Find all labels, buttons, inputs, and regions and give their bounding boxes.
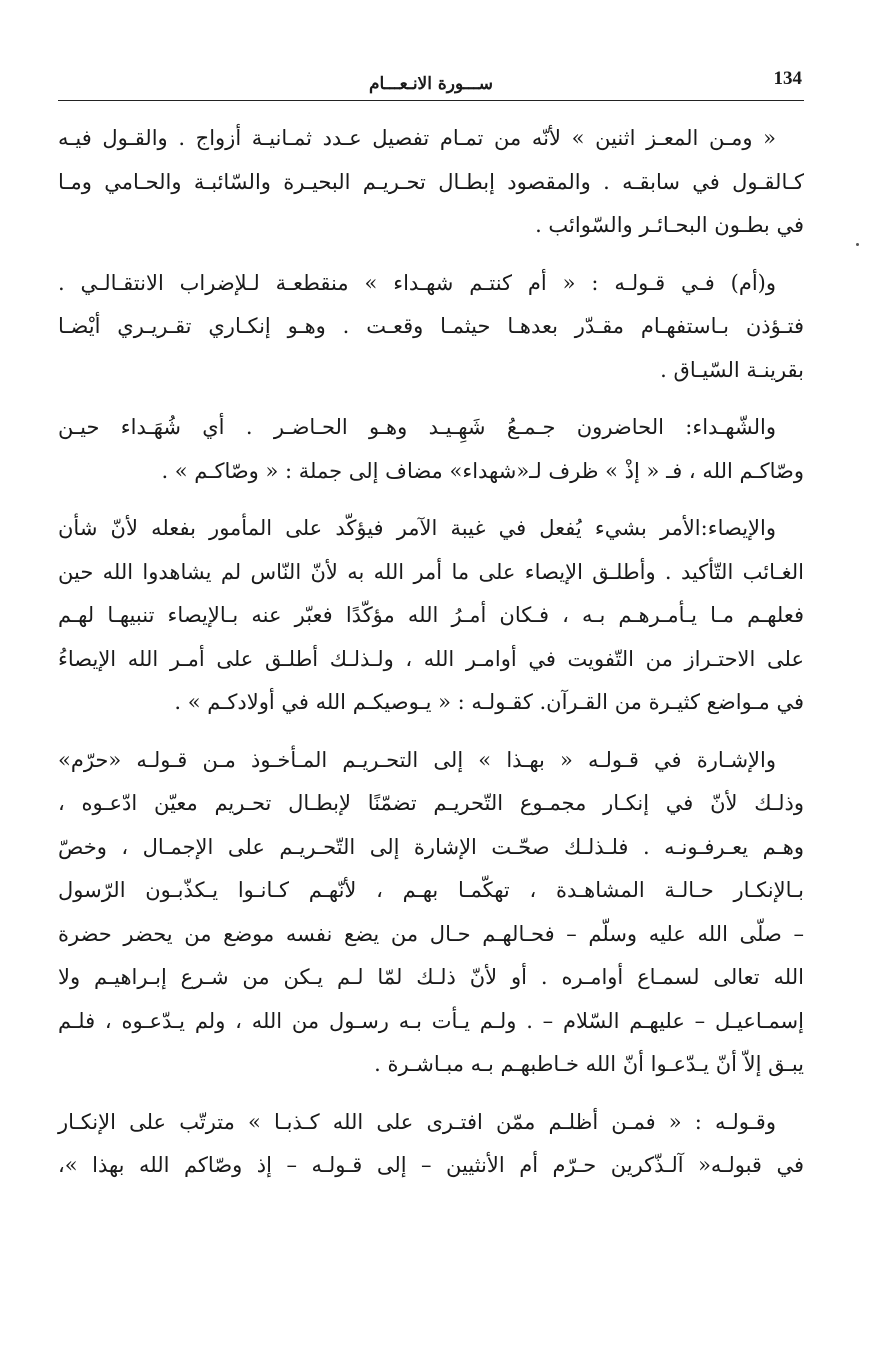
text-line: بـالإنكـار حـالـة المشاهـدة ، تهكّمـا بهـم ، لأنّهـم كـانـوا يـكذّبـون الرّسول bbox=[58, 878, 804, 902]
paragraph bbox=[58, 406, 804, 493]
surah-title: ســـورة الانـعـــام bbox=[369, 74, 493, 94]
text-line: في بطـون البحـائـر والسّوائب . bbox=[535, 213, 804, 237]
text-line: و(أم) فـي قـولـه : « أم كنتـم شهـداء » منقطعـة لـلإضراب الانتقـالـي . bbox=[58, 270, 776, 295]
text-line: والإشـارة في قـولـه « بهـذا » إلى التحـريـم المـأخـوذ مـن قـولـه «حرّم» bbox=[58, 747, 776, 772]
text-line: والإيصاء:الأمر بشيء يُفعل في غيبة الآمر فيؤكّد على المأمور بفعله لأنّ شأن bbox=[58, 516, 776, 540]
text-line: في مـواضع كثيـرة من القـرآن. كقـولـه : « يـوصيكـم الله في أولادكـم » . bbox=[174, 690, 804, 714]
text-line: وقـولـه : « فمـن أظلـم ممّن افتـرى على الله كـذبـا » مترتّب على الإنكـار bbox=[58, 1109, 776, 1134]
paragraph bbox=[58, 117, 804, 248]
text-line: كـالقـول في سابقـه . والمقصود إبطـال تحـريـم البحيـرة والسّائبـة والحـامي ومـا bbox=[58, 169, 804, 194]
text-line: بقرينـة السّيـاق . bbox=[660, 357, 804, 382]
text-line: الغـائب التّأكيد . وأطلـق الإيصاء على ما أمر الله به لأنّ النّاس لم يشاهدوا الله حين bbox=[58, 559, 804, 584]
page-header bbox=[58, 62, 804, 101]
paragraph bbox=[58, 1101, 804, 1188]
text-line: فعلهـم مـا يـأمـرهـم بـه ، فـكان أمـرُ الله مؤكّدًا فعبّر عنه بـالإيصاء تنبيهـا لهـم bbox=[58, 603, 804, 627]
text-line: والشّهـداء: الحاضرون جـمـعُ شَهِـيـد وهـو الحـاضـر . أي شُهَـداء حيـن bbox=[58, 415, 776, 439]
text-line: وهـم يعـرفـونـه . فلـذلـك صحّـت الإشارة إلى التّحـريـم على الإجمـال ، وخصّ bbox=[58, 834, 804, 859]
text-line: على الاحتـراز من التّفويت في أوامـر الله ، ولـذلـك أطلـق على أمـر الله الإيصاءُ bbox=[58, 646, 804, 671]
margin-speck bbox=[856, 243, 859, 246]
text-line: – صلّى الله عليه وسلّم – فحـالهـم حـال من يضع نفسه موضع من يحضر حضرة bbox=[58, 921, 804, 946]
paragraph bbox=[58, 507, 804, 725]
text-line: وذلـك لأنّ في إنكـار مجمـوع التّحريـم تضمّنًا لإبطـال تحـريم معيّن ادّعـوه ، bbox=[58, 791, 804, 815]
paragraph bbox=[58, 739, 804, 1087]
text-line: فتـؤذن بـاستفهـام مقـدّر بعدهـا حيثمـا وقعـت . وهـو إنكـاري تقـريـري أيْضـا bbox=[58, 314, 804, 338]
page-body bbox=[58, 101, 804, 1188]
book-page bbox=[58, 62, 804, 1262]
text-line: في قبولـه« آلـذّكرين حـرّم أم الأنثيين – إلى قـولـه – إذ وصّاكم الله بهذا »، bbox=[58, 1153, 804, 1177]
text-line: يبـق إلاّ أنّ يـدّعـوا أنّ الله خـاطبهـم بـه مبـاشـرة . bbox=[374, 1052, 804, 1076]
text-line: الله تعالى لسمـاع أوامـره . أو لأنّ ذلـك لمّا لـم يـكن من شـرع إبـراهيـم ولا bbox=[58, 965, 804, 989]
text-line: « ومـن المعـز اثنين » لأنّه من تمـام تفصيل عـدد ثمـانيـة أزواج . والقـول فيـه bbox=[58, 126, 776, 150]
paragraph bbox=[58, 262, 804, 393]
page-number: 134 bbox=[773, 68, 802, 89]
text-line: إسمـاعيـل – عليهـم السّلام – . ولـم يـأت بـه رسـول من الله ، ولم يـدّعـوه ، فلـم bbox=[58, 1008, 804, 1033]
text-line: وصّاكـم الله ، فـ « إذْ » ظرف لـ«شهداء» مضاف إلى جملة : « وصّاكـم » . bbox=[161, 458, 804, 483]
